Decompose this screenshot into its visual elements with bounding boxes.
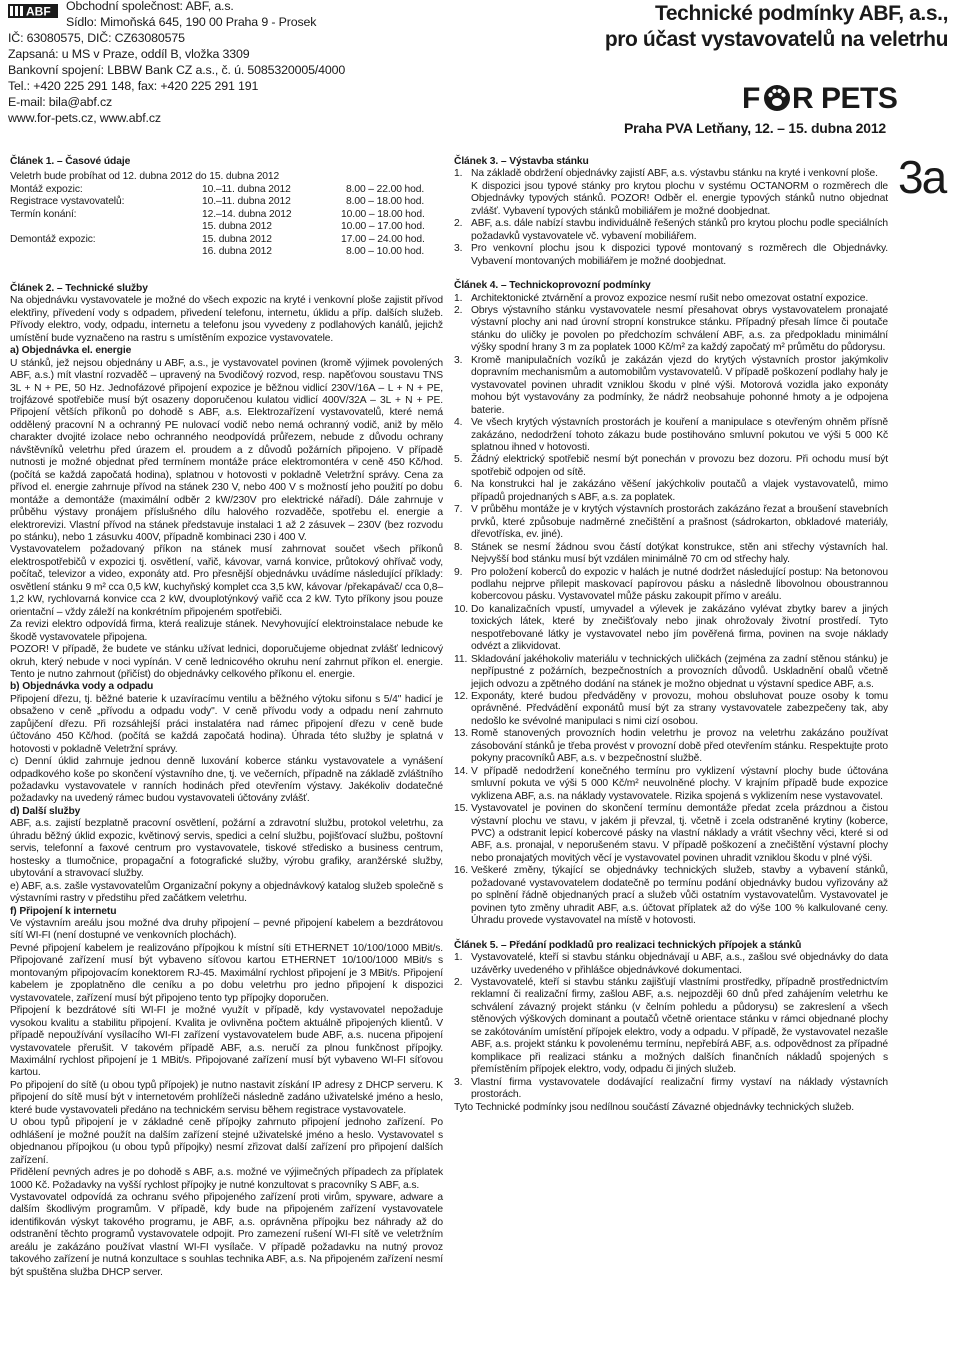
paragraph: Za revizi elektro odpovídá firma, která realizuje stánek. Nevyhovující elektroinstalace nebude ke škodě vystavovatele připojena. — [10, 619, 443, 643]
schedule-date: 15. dubna 2012 — [202, 221, 272, 233]
venue-dates: Praha PVA Letňany, 12. – 15. dubna 2012 — [624, 120, 886, 136]
subheading: b) Objednávka vody a odpadu — [10, 681, 154, 693]
schedule-date: 12.–14. dubna 2012 — [202, 208, 292, 220]
paragraph: c) Denní úklid zahrnuje jednou denně luxování koberce stánku vystavovatele a vynášení odpadkového koše po skončení výstavního dne, tj. ve večerních, případně na základě zvláštního požadavku vystavovatele v ranních hodinách před otevřením výstavy. Jakékoliv dodatečné požadavky na uvedený rámec budou vystavovateli účtovány zvlášť. — [10, 756, 443, 805]
list-item: 13. Romě stanovených provozních hodin veletrhu je provoz na veletrhu zakázáno používat zásobování stánků je třeba provést v provozní době před otevřením stánku. Respektujte proto pokyny pracovníků ABF, a.s. v bezpečnostní službě. — [454, 728, 888, 765]
list-item: 5. Žádný elektrický spotřebič nesmí být ponechán v provozu bez dozoru. Při ochodu musí být spotřebič odpojen od sítě. — [454, 454, 888, 478]
schedule-label: Montáž expozic: — [10, 183, 83, 195]
paw-icon — [764, 85, 790, 111]
list-item: 4. Ve všech krytých výstavních prostorách je kouření a manipulace s otevřeným ohněm přísně zakázáno, nedodržení tohoto zákazu bude postihováno smluvní pokutou ve výši 5 000 Kč splatnou ihned v hotovosti. — [454, 417, 888, 453]
subheading: f) Připojení k internetu — [10, 905, 117, 917]
list-item: 2. Vystavovatelé, kteří si stavbu stánku zajišťují vlastními prostředky, případně prostřednictvím reklamní či realizační firmy, zašlou ABF, a.s. nejpozději 60 dnů před zahájením veletrhu ke schválení závazný projekt stánku (v čelním pohledu a půdorysu) se zakreslení a všech stěnových výškových dominant a poutačů včetně orientace stánku v rámci objednané plochy se zakótováním umístění přípojek elektro, vody a odpadu. V případě, že vystavovatel nezašle ABF, a.s. projekt stánku k povolenému termínu, nepřebírá ABF, a.s. odpovědnost za případné komplikace při realizaci stánku a možných dalších finančních nákladů spojených s přemístěním přípojek elektro, vody, odpadu či jiných služeb. — [454, 977, 888, 1076]
right-column — [454, 156, 888, 1114]
list-item: 1. Architektonické ztvárnění a provoz expozice nesmí rušit nebo omezovat ostatní expozice. — [454, 292, 869, 304]
paragraph: Na objednávku vystavovatele je možné do všech expozic na kryté i venkovní ploše zajistit přívod elektřiny, přívedení vody s odpadem, přivedení telefonu, internetu, úklidu a příp. dalších služeb. Přívody elektro, vody, odpadu, internetu a telefonu jsou vyvedeny z podlahových kanálů, jejichž umístění bude vyznačeno na rastru s umístěním expozice vystavovatele. — [10, 295, 443, 344]
company-ids: IČ: 63080575, DIČ: CZ63080575 — [8, 31, 185, 45]
logo-text: ABF — [26, 4, 51, 19]
article-2-heading: Článek 2. – Technické služby — [10, 282, 148, 294]
page-subtitle: pro účast vystavovatelů na veletrhu — [604, 28, 948, 51]
list-item: K dispozici jsou typové stánky pro krytou plochu v systému OCTANORM o rozměrech dle Objednávky typových stánků. POZOR! Odběr el. energie typových stánků nutno objednat zvlášť. Vybavení typových stánků mobiliářem je možné doobjednat. — [471, 180, 888, 217]
schedule-time: 10.00 – 18.00 hod. — [341, 208, 425, 220]
schedule-time: 8.00 – 18.00 hod. — [346, 196, 425, 208]
article-3-heading: Článek 3. – Výstavba stánku — [454, 156, 589, 167]
list-item: 14. V případě nedodržení konečného termínu pro vyklizení výstavní plochy bude účtována smluvní pokuta ve výši 5 000 Kč/m² neuvolněné plochy. V krajním případě bude expozice vyklizena ABF, a.s. na náklady vystavovatele. Rizika spojená s vyklizením nese vystavovatel. — [454, 765, 888, 802]
subheading: d) Další služby — [10, 805, 81, 817]
schedule-date: 15. dubna 2012 — [202, 233, 272, 245]
article-4-heading: Článek 4. – Technickoprovozní podmínky — [454, 280, 651, 292]
schedule-date: 16. dubna 2012 — [202, 246, 272, 258]
svg-text:R PETS: R PETS — [792, 82, 898, 115]
left-column — [10, 156, 443, 1279]
schedule-time: 8.00 – 10.00 hod. — [346, 246, 425, 258]
schedule-time: 17.00 – 24.00 hod. — [341, 233, 425, 245]
list-item: 10. Do kanalizačních vpustí, umyvadel a výlevek je zakázáno vylévat zbytky barev a jiných toxických látek, které by znečišťovaly nebo jinak ohrožovaly životní prostředí. Tyto nespotřebované látky je vystavovatel nebo jím pověřená firma, povinen na svoje náklady odvézt a zlikvidovat. — [454, 603, 888, 653]
list-item: 12. Exponáty, které budou předváděny v provozu, mohou obsluhovat pouze osoby k tomu oprávněné. Předvádění exponátů musí být za strany vystavovatele zabezpečeny tak, aby nedošlo ke svévolné manipulaci s nimi cizí osobou. — [454, 691, 888, 727]
svg-text:F: F — [742, 82, 760, 115]
paragraph: Po připojení do sítě (u obou typů přípojek) je nutno nastavit získání IP adresy z DHCP serveru. K připojení do sítě musí být v internetovém prohlížeči následně zadáno uživatelské jméno a heslo, které bude vystavovateli předáno na technickém servisu během registrace vystavovatele. — [10, 1079, 443, 1116]
company-name: Obchodní společnost: ABF, a.s. — [66, 0, 234, 13]
paragraph: Připojení k bezdrátové síti WI-FI je možné využít v případě, kdy vystavovatel nepožaduje vysokou kvalitu a stabilitu připojení. Kvalita je ovlivněna počtem aktuálně připojených klientů. V případě nepoužívání vysílacího WI-FI zařízení vystavovatelem bude ABF, a.s. nucena připojení vystavovatele přerušit. V takovém případě ABF, a.s. neručí za plnou funkčnost přípojky. Maximální rychlost připojení je 1 MBit/s. Připojované zařízení musí být vybaveno WI-FI síťovou kartou. — [10, 1005, 443, 1079]
article-5-heading: Článek 5. – Předání podkladů pro realizaci technických přípojek a stánků — [454, 939, 802, 951]
company-registry: Zapsaná: u MS v Praze, oddíl B, vložka 3309 — [8, 47, 250, 61]
paragraph: U stánků, jež nejsou objednány u ABF, a.s., je vystavovatel povinen (kromě výjimek povolených ABF, a.s.) mít vlastní rozvaděč – upravený na 5vodičový rozvod, resp. napěťovou soustavu TNS 3L + N + PE, 50 Hz. Jednofázové připojení expozice je běžnou vidlicí 230V/16A – L + N + PE, trojfázové spotřebiče musí být osazeny doporučenou kulatou vidlicí 400V/32A – 3L + N + PE. Připojení větších příkonů po dohodě s ABF, a.s. Elektrozařízení vystavovatelů, které nemá oddělený pracovní N a ochranný PE nulovací vodič nebo nemá ochranný vodič, aniž by mělo charakter dvojité izolace nebo ochranného neodpovídá průřezem, nebude z důvodu ochrany návštěvníků veletrhu před úrazem el. proudem a z důvodů požárních připojeno. V případě nutnosti je možné objednat před termínem montáže práce elektromontéra v ceně 450 Kč/hod. (počítá se každá započatá hodina), splatnou v hotovosti v pokladně Veletržní správy. Cena za přívod el. energie zahrnuje přívod na stánek 230 V, nebo 400 V s možností jeho použití po dobu montáže a demontáže (maximální odběr 2 kW/230V pro elektrické nářadí). Dále zahrnuje v průběhu výstavy pronájem příslušného dílu halového rozvaděče, spotřebu el. energie a elektrorevizi. Vlastní přívod na stánek představuje instalaci 1 až 2 zásuvek – 230V (bez rozvodu po stánku), nebo 1 zásuvku 400V, případně kombinaci 230 i 400 V. — [10, 357, 443, 543]
schedule-time: 10.00 – 17.00 hod. — [341, 221, 425, 233]
article-1-intro: Veletrh bude probíhat od 12. dubna 2012 do 15. dubna 2012 — [10, 171, 280, 183]
paragraph: e) ABF, a.s. zašle vystavovatelům Organizační pokyny a objednávkový katalog služeb společně s výstavními rastry v předstihu před začátkem veletrhu. — [10, 880, 443, 905]
list-item: 8. Stánek se nesmí žádnou svou částí dotýkat konstrukce, stěn ani střechy výstavních hal. Nejvyšší bod stánku musí být vzdálen minimálně 70 cm od střechy haly. — [454, 541, 888, 566]
list-item: 3. Vlastní firma vystavovatele dodávající realizační firmy vystaví na náklady výstavních prostorách. — [454, 1076, 888, 1101]
page-title: Technické podmínky ABF, a.s., — [655, 2, 948, 25]
closing-note: Tyto Technické podmínky jsou nedílnou součástí Závazné objednávky technických služeb. — [454, 1101, 855, 1113]
company-address: Sídlo: Mimoňská 645, 190 00 Praha 9 - Prosek — [66, 15, 317, 29]
paragraph: POZOR! V případě, že budete ve stánku užívat lednici, doporučujeme objednat zvlášť lednicový okruh, který nebude v noci vypínán. V ceně lednicového okruhu není zahrnut příkon el. energie. Tento je nutno zahrnout (přičíst) do objednávky celkového příkonu el. energie. — [10, 644, 443, 680]
list-item: 15. Vystavovatel je povinen do skončení termínu demontáže předat zcela prázdnou a čistou výstavní plochu ve stavu, v jakém ji převzal, tj. včetně i zcela odstraněné krytiny (koberce, PVC) a odstranit lepicí kobercové pásky na vlastní náklady a vrátit všechny věci, které si od ABF, a.s. pronajal, v neporušeném stavu. V případě poškození a znečištění výstavní plochy nebo pronajatých movitých věcí je vystavovatel povinen uhradit vzniklou škodu v plné výši. — [454, 803, 888, 864]
list-item: 6. Na konstrukci hal je zakázáno věšení jakýchkoliv poutačů a vlajek vystavovatelů, mimo případů projednaných s ABF, a.s. za poplatek. — [454, 479, 888, 503]
for-pets-logo — [742, 80, 898, 115]
paragraph: Vystavovatelem požadovaný příkon na stánek musí zahrnovat součet všech příkonů elektrospotřebičů v expozici tj. osvětlení, vařič, kávovar, varná konvice, průtokový ohřívač vody, počítač, televizor a video, exponáty atd. Pro přesnější objednávku uvádíme následující příklady: osvětlení stánku 9 m² cca 0,5 kW, kuchyňský komplet cca 3,5 kW, kávovar /překapávač/ cca 0,8–1,2 kW, rychlovarná konvice cca 2 kW, dvouplotýnkový vařič cca 2 kW. Tyto příkony jsou pouze orientační – vždy záleží na konkrétním připojeném spotřebiči. — [10, 544, 443, 618]
paragraph: Vystavovatel odpovídá za ochranu svého připojeného zařízení proti virům, spyware, adware a dalším škodlivým programům. V případě, kdy bude na připojeném zařízení vystavovatele identifikován výskyt takového programu, je ABF, a.s. oprávněna přípojku bez náhrady až do odstranění těchto programů vystavovatele odpojit. Pro zamezení rušení WI-FI sítě ve veletržním areálu je zakázáno používat vlastní WI-FI vysílače. V případě požadavku na nutný provoz takového zařízení je nutná konzultace s souhlas technika ABF, a.s. Na připojeném zařízení nesmí být spuštěna služba DHCP server. — [10, 1191, 443, 1278]
schedule-label: Termín konání: — [10, 208, 77, 220]
list-item: 3. Kromě manipulačních vozíků je zakázán vjezd do krytých výstavních prostor jakýmkoliv dopravním mechanismům a automobilům vystavovatelů. V případě poškození podlahy haly je vystavovatel povinen uhradit vzniklou škodu v plné výši. Motorová vozidla jako exponáty mohou být vystavovány za podmínky, že nádrž neobsahuje pohonné hmoty a je odpojena baterie. — [454, 354, 888, 416]
web-links: www.for-pets.cz, www.abf.cz — [8, 111, 161, 125]
paragraph: Přidělení pevných adres je po dohodě s ABF, a.s. možné ve výjimečných případech za příplatek 1000 Kč. Požadavky na vyšší rychlost přípojky je nutné konzultovat s pracovníky S ABF, a.s. — [10, 1167, 443, 1191]
schedule-label: Demontáž expozic: — [10, 233, 96, 245]
paragraph: Pevné připojení kabelem je realizováno přípojkou k místní síti ETHERNET 10/100/1000 MBit/s. Připojované zařízení musí být vybaveno síťovou kartou ETHERNET 10/100/1000 MBit/s s montovaným připojovacím konektorem RJ-45. Maximální rychlost připojení je 3 MBit/s. Připojení kabelem je zpoplatněno dle ceníku a po dobu veletrhu pro jedno připojení k dispozici vystavovatele, zařízení musí být připojeno tento typ přípojky doporučen. — [10, 942, 443, 1004]
section-mark: 3a — [898, 151, 946, 203]
abf-logo — [8, 4, 58, 18]
schedule-label: Registrace vystavovatelů: — [10, 196, 125, 208]
list-item: 1. Vystavovatelé, kteří si stavbu stánku objednávají u ABF, a.s., zašlou své objednávky do data uzávěrky uvedeného v přihlášce objednávkové dokumentaci. — [454, 952, 888, 976]
list-item: 16. Veškeré změny, týkající se objednávky technických služeb, stavby a vybavení stánků, požadované vystavovatelem dodatečně po termínu podání objednávky budou vyřizovány až po splnění řádně objednaných prací a služeb vůči ostatním vystavovatelům. Vystavovatel je povinen tyto změny uhradit ABF, a.s. účtovat příplatek až do výše 100 % kalkulované ceny. Úhradu provede vystavovatel na místě v hotovosti. — [454, 865, 888, 927]
paragraph: U obou typů připojení je v základné ceně přípojky zahrnuto připojení jednoho zařízení. Po odhlášení je možné použít na dalším zařízení stejné uživatelské jméno a heslo. Vystavovatel s objednanou přípojkou (u obou typů přípojky) nesmí zřizovat další zařízení pro připojení dalších zařízení. — [10, 1117, 443, 1166]
phone-fax: Tel.: +420 225 291 148, fax: +420 225 291 191 — [8, 79, 259, 93]
list-item: 1. Na základě obdržení objednávky zajistí ABF, a.s. výstavbu stánku na kryté i venkovní ploše. — [454, 168, 878, 180]
paragraph: ABF, a.s. zajistí bezplatně pracovní osvětlení, požární a zdravotní službu, protokol veletrhu, za úhradu běžný úklid expozic, květinový servis, spedici a celní službu, pojišťovací službu, poštovní servis, telefonní a faxové centrum pro vystavovatele, tiskové středisko a business centrum, hostesky a tlumočnice, propagační a fotografické služby, výrobu grafiky, aranžérské služby, ubytování a stravovací služby. — [10, 818, 443, 880]
schedule-date: 10.–11. dubna 2012 — [202, 183, 291, 195]
list-item: 9. Pro položení koberců do expozic v halách je nutné dodržet následující postup: Na betonovou podlahu nejprve přilepit maskovací papírovou pásku a následně libovolnou oboustrannou kobercovou pásku. Vystavovatel může pásku zakoupit přímo v areálu. — [454, 566, 888, 603]
list-item: 11. Skladování jakéhokoliv materiálu v technických uličkách (zejména za zadní stěnou stánku) je nepřípustné z požárních, bezpečnostních a provozních důvodů. Uskladnění obalů včetně jejich odvozu a zpětného dodání na stánek je možno objednat u výstavní spedice ABF, a.s. — [454, 653, 888, 690]
list-item: 2. Obrys výstavního stánku vystavovatele nesmí přesahovat obrys vystavovatelem pronajaté výstavní plochy ani nad úrovní stropní konstrukce stánku. Případný přesah límce či poutače stánku do uličky je povolen po předchozím schválení ABF, a.s. za předpokladu minimální výšky spodní hrany 3 m za poplatek 1000 Kč/m² za každý započatý m² průmětu do půdorysu. — [454, 304, 888, 354]
paragraph: Připojení dřezu, tj. běžné baterie k uzavíracímu ventilu a běžného výtoku sifonu s 5/4" hadicí je obsaženo v ceně „přívodu a odpadu vody". V ceně přívodu vody a odpadu není zahrnuto zapůjčení dřezu. Při rozsáhlejší práci instalatéra nad rámec připojení dřezu v ceně bude účtováno 450 Kč/hod. (počítá se každá započatá hodina). Úhrada této služby je splatná v hotovosti v pokladně Veletržní správy. — [10, 693, 443, 755]
list-item: 2. ABF, a.s. dále nabízí stavbu individuálně řešených stánků pro krytou plochu podle speciálních požadavků vystavovatele vč. vybavení mobiliářem. — [454, 218, 888, 242]
article-1-heading: Článek 1. – Časové údaje — [10, 156, 131, 167]
bank-info: Bankovní spojení: LBBW Bank CZ a.s., č. ú. 5085320005/4000 — [8, 63, 346, 77]
email: E-mail: bila@abf.cz — [8, 95, 113, 109]
paragraph: Ve výstavním areálu jsou možné dva druhy připojení – pevné připojení kabelem a bezdrátovou sítí WI-FI (není dostupné ve venkovních plochách). — [10, 918, 443, 942]
subheading: a) Objednávka el. energie — [10, 345, 132, 357]
list-item: 7. V průběhu montáže je v krytých výstavních prostorách zakázáno řezat a broušení stavebních prvků, které způsobuje nadměrné znečištění a prašnost (sádrokarton, obkladové materiály, dřevotříska, ev. jiné). — [454, 504, 888, 541]
schedule-time: 8.00 – 22.00 hod. — [346, 183, 425, 195]
schedule-table — [10, 184, 443, 270]
schedule-date: 10.–11. dubna 2012 — [202, 196, 291, 208]
list-item: 3. Pro venkovní plochu jsou k dispozici typové montovaný s rozměrech dle Objednávky. Vybavení montovaných mobiliářem je možné doobjednat. — [454, 243, 888, 267]
